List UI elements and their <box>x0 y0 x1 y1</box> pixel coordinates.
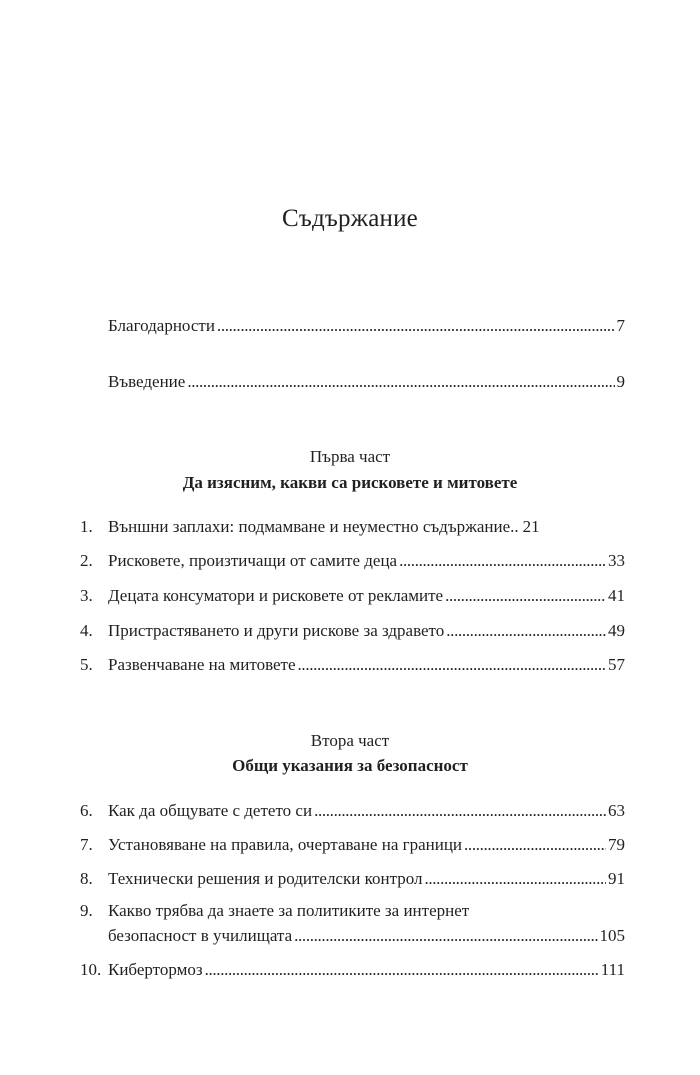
toc-leader-dots <box>424 868 606 890</box>
toc-entry-number: 2. <box>80 551 93 570</box>
toc-entry-number: 7. <box>80 835 93 854</box>
toc-entry-chapter[interactable] <box>80 550 625 572</box>
toc-entry-page: 33 <box>608 551 625 570</box>
toc-entry-number: 5. <box>80 655 93 674</box>
toc-leader-dots <box>205 959 599 981</box>
toc-entry-label: Външни заплахи: подмамване и неуместно съдържание.. <box>108 517 519 536</box>
toc-entry-chapter[interactable] <box>80 959 625 981</box>
toc-entry-chapter[interactable] <box>80 654 625 676</box>
toc-entry-label: Децата консуматори и рисковете от рекламите <box>108 586 444 605</box>
toc-entry-label: Рисковете, произтичащи от самите деца <box>108 551 398 570</box>
toc-leader-dots <box>217 315 615 337</box>
toc-entry-number: 1. <box>80 517 93 536</box>
toc-entry-page: 91 <box>608 869 625 888</box>
toc-entry-page: 21 <box>522 517 540 536</box>
toc-entry-label: Въведение <box>108 372 186 391</box>
toc-entry-introduction[interactable] <box>108 371 625 393</box>
toc-entry-page: 41 <box>608 586 625 605</box>
part-label: Първа част <box>309 447 391 466</box>
toc-leader-dots <box>187 371 614 393</box>
toc-entry-page: 105 <box>599 926 625 945</box>
toc-entry-label-line2: безопасност в училищата <box>108 926 293 945</box>
toc-entry-chapter[interactable] <box>80 516 625 538</box>
toc-entry-acknowledgements[interactable] <box>108 315 625 337</box>
toc-entry-chapter[interactable] <box>80 834 625 856</box>
toc-entry-label: Пристрастяването и други рискове за здравето <box>108 621 445 640</box>
toc-entry-number: 10. <box>80 960 102 979</box>
toc-leader-dots <box>294 925 597 947</box>
part-title: Да изясним, какви са рисковете и митовете <box>182 473 518 492</box>
toc-entry-chapter[interactable] <box>80 585 625 607</box>
toc-leader-dots <box>298 654 606 676</box>
toc-entry-label: Технически решения и родителски контрол <box>108 869 423 888</box>
toc-entry-label: Развенчаване на митовете <box>108 655 296 674</box>
toc-entry-number: 6. <box>80 801 93 820</box>
toc-leader-dots <box>446 620 606 642</box>
toc-entry-page: 49 <box>608 621 625 640</box>
toc-entry-label: Благодарности <box>108 316 215 335</box>
part-title: Общи указания за безопасност <box>232 756 468 775</box>
toc-leader-dots <box>314 800 606 822</box>
page-title: Съдържание <box>282 205 418 232</box>
toc-entry-chapter[interactable] <box>80 620 625 642</box>
toc-entry-label: Как да общувате с детето си <box>108 801 313 820</box>
toc-entry-number: 8. <box>80 869 93 888</box>
toc-entry-chapter[interactable] <box>80 868 625 890</box>
toc-entry-number: 4. <box>80 621 93 640</box>
toc-entry-chapter[interactable] <box>80 800 625 822</box>
toc-leader-dots <box>399 550 606 572</box>
part-label: Втора част <box>310 731 390 750</box>
toc-entry-page: 111 <box>600 960 625 979</box>
toc-entry-page: 63 <box>608 801 625 820</box>
toc-entry-label: Кибертормоз <box>108 960 203 979</box>
toc-entry-label: Установяване на правила, очертаване на граници <box>108 835 463 854</box>
toc-entry-page: 9 <box>616 372 625 391</box>
toc-entry-page: 7 <box>616 316 625 335</box>
toc-leader-dots <box>445 585 606 607</box>
toc-entry-page: 79 <box>608 835 625 854</box>
toc-entry-number: 9. <box>80 901 93 920</box>
toc-leader-dots <box>464 834 606 856</box>
toc-entry-page: 57 <box>608 655 625 674</box>
toc-entry-chapter[interactable] <box>80 897 625 947</box>
toc-entry-label-line1: Какво трябва да знаете за политиките за интернет <box>108 901 470 920</box>
toc-entry-number: 3. <box>80 586 93 605</box>
